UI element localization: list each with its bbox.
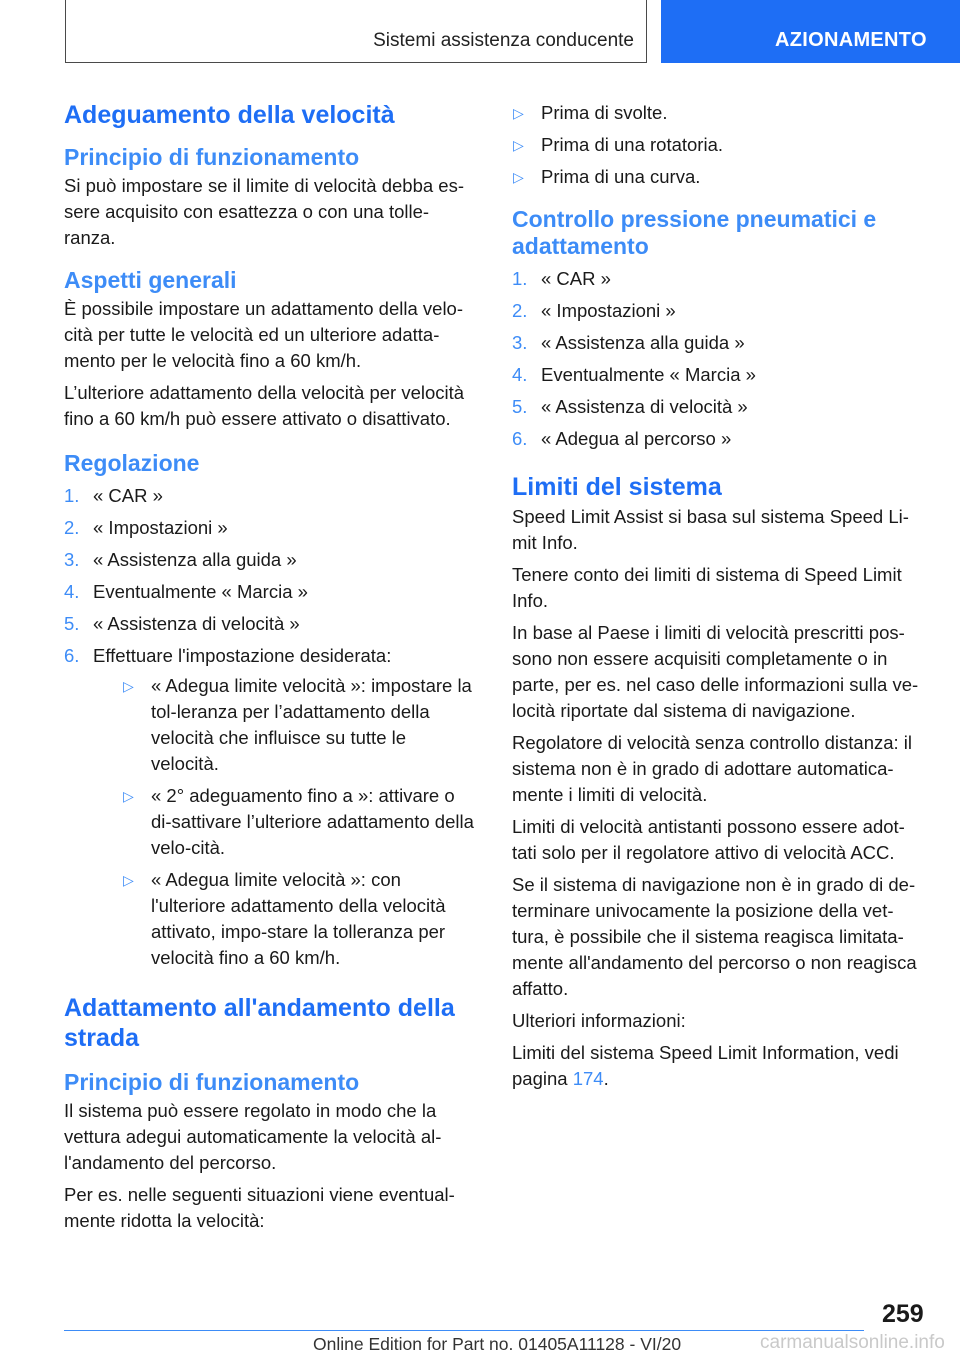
chapter-title: AZIONAMENTO (775, 29, 927, 51)
heading-regolazione: Regolazione (64, 450, 200, 476)
step-text: « Assistenza di velocità » (541, 396, 748, 417)
step-number: 6. (64, 645, 80, 666)
heading-road-adaptation: Adattamento all'andamento della strada (64, 994, 455, 1052)
step-number: 5. (512, 396, 528, 417)
list-item (64, 515, 479, 541)
substeps-list (122, 673, 479, 971)
step-text: Effettuare l'impostazione desiderata: (93, 645, 392, 666)
heading-speed-adjustment: Adeguamento della velocità (64, 101, 395, 129)
reference-text: Limiti del sistema Speed Limit Information, vedi pagina (512, 1042, 899, 1089)
triangle-right-icon: ▷ (123, 788, 134, 804)
step-number: 2. (64, 517, 80, 538)
step-number: 4. (512, 364, 528, 385)
list-item (512, 298, 927, 324)
triangle-right-icon: ▷ (513, 105, 524, 121)
step-number: 5. (64, 613, 80, 634)
list-item (64, 643, 479, 971)
step-text: « Assistenza di velocità » (93, 613, 300, 634)
list-item (512, 394, 927, 420)
step-number: 1. (512, 268, 528, 289)
situations-list (512, 100, 927, 190)
list-item (512, 164, 927, 190)
list-item (64, 579, 479, 605)
step-number: 3. (64, 549, 80, 570)
heading-principle: Principio di funzionamento (64, 1069, 360, 1095)
list-item (122, 673, 479, 777)
paragraph-with-link (512, 1040, 927, 1092)
list-item (512, 132, 927, 158)
paragraph: Regolatore di velocità senza controllo distanza: il sistema non è in grado di adottare automatica-mente i limiti di velocità. (512, 732, 913, 805)
triangle-right-icon: ▷ (513, 137, 524, 153)
paragraph: Se il sistema di navigazione non è in grado di de-terminare univocamente la posizione della vet-tura, è possibile che il sistema reagisca limitata-mente all'andamento del percorso o non reagisca affatto. (512, 874, 917, 999)
right-column (512, 100, 927, 1092)
paragraph: Il sistema può essere regolato in modo che la vettura adegui automaticamente la velocità al-l'andamento del percorso. (64, 1100, 442, 1173)
paragraph: Limiti di velocità antistanti possono essere adot-tati solo per il regolatore attivo di velocità ACC. (512, 816, 905, 863)
page-reference-link[interactable]: 174 (572, 1068, 604, 1089)
triangle-right-icon: ▷ (123, 678, 134, 694)
list-item (122, 867, 479, 971)
triangle-right-icon: ▷ (513, 169, 524, 185)
list-item (64, 547, 479, 573)
heading-system-limits: Limiti del sistema (512, 473, 722, 501)
step-text: « Adegua al percorso » (541, 428, 732, 449)
header-chapter-tab (661, 0, 960, 63)
substep-text: « Adegua limite velocità »: con l'ulteriore adattamento della velocità attivato, impo-stare la tolleranza per velocità fino a 60 km/h. (151, 869, 446, 968)
page-number: 259 (882, 1300, 924, 1328)
heading-tyre-pressure: Controllo pressione pneumatici e adattamento (512, 206, 877, 259)
step-text: « CAR » (93, 485, 163, 506)
paragraph: Tenere conto dei limiti di sistema di Speed Limit Info. (512, 564, 902, 611)
watermark: carmanualsonline.info (760, 1332, 945, 1353)
paragraph: In base al Paese i limiti di velocità prescritti pos-sono non essere acquisiti completamente o in parte, per es. nel caso delle informazioni sulla ve-locità riportate dal sistema di navigazione. (512, 622, 919, 721)
list-item (512, 330, 927, 356)
substep-text: « Adegua limite velocità »: impostare la tol-leranza per l’adattamento della velocità che influisce su tutte le velocità. (151, 675, 472, 774)
section-title: Sistemi assistenza conducente (373, 30, 634, 51)
paragraph: Si può impostare se il limite di velocità debba es-sere acquisito con esattezza o con una tolle-ranza. (64, 175, 464, 248)
step-text: « CAR » (541, 268, 611, 289)
list-item (64, 483, 479, 509)
step-text: Eventualmente « Marcia » (541, 364, 756, 385)
paragraph: Speed Limit Assist si basa sul sistema Speed Li-mit Info. (512, 506, 909, 553)
header-section-box (65, 0, 647, 63)
list-item (64, 611, 479, 637)
heading-principle: Principio di funzionamento (64, 144, 360, 170)
paragraph: Per es. nelle seguenti situazioni viene eventual-mente ridotta la velocità: (64, 1184, 455, 1231)
paragraph: È possibile impostare un adattamento della velo-cità per tutte le velocità ed un ulteriore adatta-mento per le velocità fino a 60 km/h. (64, 298, 464, 371)
heading-general: Aspetti generali (64, 267, 237, 293)
situation-text: Prima di una rotatoria. (541, 134, 724, 155)
list-item (122, 783, 479, 861)
footer-edition: Online Edition for Part no. 01405A11128 - VI/20 (313, 1334, 682, 1354)
list-item (512, 266, 927, 292)
footer-divider (64, 1330, 864, 1331)
paragraph: Ulteriori informazioni: (512, 1010, 686, 1031)
step-number: 2. (512, 300, 528, 321)
substep-text: « 2° adeguamento fino a »: attivare o di-sattivare l’ulteriore adattamento della velo-cità. (151, 785, 474, 858)
list-item (512, 426, 927, 452)
steps-list (512, 266, 927, 452)
step-text: « Assistenza alla guida » (541, 332, 745, 353)
step-text: « Assistenza alla guida » (93, 549, 297, 570)
step-text: Eventualmente « Marcia » (93, 581, 308, 602)
steps-list (64, 483, 479, 971)
step-number: 1. (64, 485, 80, 506)
step-text: « Impostazioni » (541, 300, 676, 321)
reference-end: . (603, 1068, 609, 1089)
situation-text: Prima di svolte. (541, 102, 668, 123)
paragraph: L’ulteriore adattamento della velocità per velocità fino a 60 km/h può essere attivato o disattivato. (64, 382, 465, 429)
step-number: 4. (64, 581, 80, 602)
list-item (512, 362, 927, 388)
situation-text: Prima di una curva. (541, 166, 701, 187)
step-number: 3. (512, 332, 528, 353)
left-column (64, 100, 479, 1234)
list-item (512, 100, 927, 126)
triangle-right-icon: ▷ (123, 872, 134, 888)
step-number: 6. (512, 428, 528, 449)
step-text: « Impostazioni » (93, 517, 228, 538)
